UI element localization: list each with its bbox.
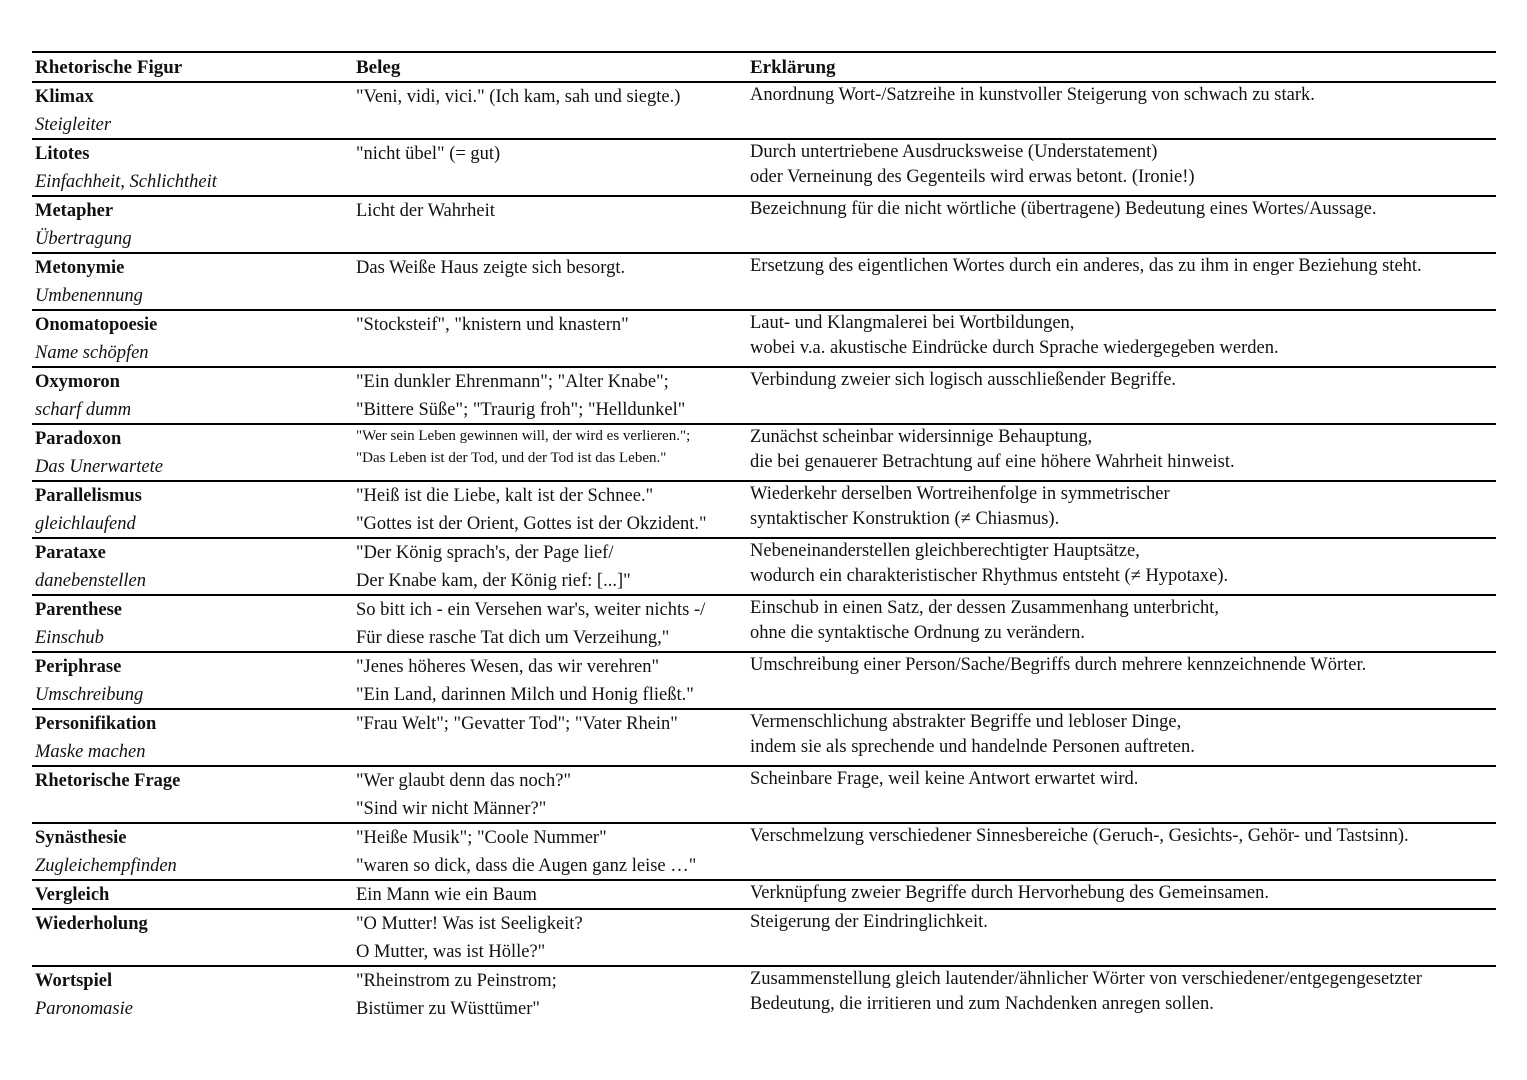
example-line: Für diese rasche Tat dich um Verzeihung," xyxy=(356,628,670,648)
example-cell xyxy=(352,425,746,480)
explanation-cell xyxy=(746,767,1496,822)
figure-term: Litotes xyxy=(35,144,90,164)
figure-translation: Umschreibung xyxy=(35,685,144,705)
explanation-cell xyxy=(746,368,1496,423)
explanation-line: Verbindung zweier sich logisch ausschließender Begriffe. xyxy=(750,370,1177,390)
figure-cell xyxy=(32,197,352,252)
table-row xyxy=(32,910,1496,967)
example-cell xyxy=(352,539,746,594)
table-row xyxy=(32,482,1496,539)
table-row xyxy=(32,368,1496,425)
header-figure: Rhetorische Figur xyxy=(35,57,183,78)
explanation-line: ohne die syntaktische Ordnung zu verändern. xyxy=(750,623,1085,643)
example-line: "Veni, vidi, vici." (Ich kam, sah und siegte.) xyxy=(356,87,681,107)
figure-term: Wiederholung xyxy=(35,914,148,934)
figure-term: Metonymie xyxy=(35,258,125,278)
explanation-cell xyxy=(746,311,1496,366)
table-row xyxy=(32,881,1496,910)
example-line: "Bittere Süße"; "Traurig froh"; "Helldunkel" xyxy=(356,400,686,420)
figure-term: Onomatopoesie xyxy=(35,315,158,335)
explanation-cell xyxy=(746,596,1496,651)
example-line: Der Knabe kam, der König rief: [...]" xyxy=(356,571,631,591)
example-line: "Wer glaubt denn das noch?" xyxy=(356,771,571,791)
explanation-line: syntaktischer Konstruktion (≠ Chiasmus). xyxy=(750,509,1060,529)
example-line: "Frau Welt"; "Gevatter Tod"; "Vater Rhein" xyxy=(356,714,678,734)
example-cell xyxy=(352,311,746,366)
example-cell xyxy=(352,482,746,537)
figure-term: Metapher xyxy=(35,201,114,221)
example-line: "waren so dick, dass die Augen ganz leise …" xyxy=(356,856,697,876)
figure-translation: danebenstellen xyxy=(35,571,146,591)
explanation-line: Steigerung der Eindringlichkeit. xyxy=(750,912,988,932)
table-row xyxy=(32,710,1496,767)
explanation-cell xyxy=(746,140,1496,195)
explanation-cell xyxy=(746,482,1496,537)
example-cell xyxy=(352,967,746,1024)
example-line: "Sind wir nicht Männer?" xyxy=(356,799,547,819)
figure-cell xyxy=(32,881,352,908)
example-line: O Mutter, was ist Hölle?" xyxy=(356,942,546,962)
figure-cell xyxy=(32,767,352,822)
explanation-line: Einschub in einen Satz, der dessen Zusammenhang unterbricht, xyxy=(750,598,1220,618)
figure-term: Parallelismus xyxy=(35,486,142,506)
explanation-line: wobei v.a. akustische Eindrücke durch Sprache wiedergegeben werden. xyxy=(750,338,1279,358)
table-header xyxy=(32,53,1496,83)
header-explanation: Erklärung xyxy=(750,57,836,78)
example-line: "O Mutter! Was ist Seeligkeit? xyxy=(356,914,583,934)
example-line: "Jenes höheres Wesen, das wir verehren" xyxy=(356,657,660,677)
explanation-cell xyxy=(746,425,1496,480)
figure-cell xyxy=(32,140,352,195)
explanation-line: die bei genauerer Betrachtung auf eine höhere Wahrheit hinweist. xyxy=(750,452,1235,472)
table-row xyxy=(32,254,1496,311)
figure-term: Wortspiel xyxy=(35,971,113,991)
figure-translation: Steigleiter xyxy=(35,115,112,135)
figure-cell xyxy=(32,83,352,138)
figure-term: Paradoxon xyxy=(35,429,122,449)
explanation-cell xyxy=(746,254,1496,309)
example-line: "Heiß ist die Liebe, kalt ist der Schnee." xyxy=(356,486,654,506)
figure-cell xyxy=(32,596,352,651)
table-row xyxy=(32,197,1496,254)
example-cell xyxy=(352,710,746,765)
explanation-cell xyxy=(746,824,1496,879)
figure-term: Personifikation xyxy=(35,714,157,734)
explanation-line: wodurch ein charakteristischer Rhythmus entsteht (≠ Hypotaxe). xyxy=(750,566,1229,586)
example-cell xyxy=(352,83,746,138)
figure-translation: Zugleichempfinden xyxy=(35,856,177,876)
figure-cell xyxy=(32,710,352,765)
explanation-cell xyxy=(746,83,1496,138)
example-line: Das Weiße Haus zeigte sich besorgt. xyxy=(356,258,626,278)
explanation-line: Zusammenstellung gleich lautender/ähnlicher Wörter von verschiedener/entgegengesetzter xyxy=(750,969,1423,989)
table-row xyxy=(32,425,1496,482)
explanation-line: Verschmelzung verschiedener Sinnesbereiche (Geruch-, Gesichts-, Gehör- und Tastsinn). xyxy=(750,826,1409,846)
example-line: "nicht übel" (= gut) xyxy=(356,144,501,164)
explanation-cell xyxy=(746,710,1496,765)
figure-translation: Das Unerwartete xyxy=(35,457,163,477)
explanation-line: Zunächst scheinbar widersinnige Behauptung, xyxy=(750,427,1093,447)
table-row xyxy=(32,824,1496,881)
figure-cell xyxy=(32,539,352,594)
figure-term: Rhetorische Frage xyxy=(35,771,181,791)
figure-cell xyxy=(32,653,352,708)
figure-term: Periphrase xyxy=(35,657,122,677)
explanation-cell xyxy=(746,197,1496,252)
explanation-line: oder Verneinung des Gegenteils wird erwas betont. (Ironie!) xyxy=(750,167,1195,187)
explanation-line: Umschreibung einer Person/Sache/Begriffs durch mehrere kennzeichnende Wörter. xyxy=(750,655,1367,675)
figure-translation: Einfachheit, Schlichtheit xyxy=(35,172,217,192)
table-row xyxy=(32,311,1496,368)
explanation-cell xyxy=(746,539,1496,594)
explanation-line: Wiederkehr derselben Wortreihenfolge in symmetrischer xyxy=(750,484,1170,504)
figure-cell xyxy=(32,967,352,1024)
explanation-line: indem sie als sprechende und handelnde Personen auftreten. xyxy=(750,737,1195,757)
example-line: "Ein dunkler Ehrenmann"; "Alter Knabe"; xyxy=(356,372,669,392)
table-row xyxy=(32,83,1496,140)
explanation-line: Durch untertriebene Ausdrucksweise (Understatement) xyxy=(750,142,1158,162)
example-cell xyxy=(352,140,746,195)
figure-cell xyxy=(32,824,352,879)
example-line: "Gottes ist der Orient, Gottes ist der Okzident." xyxy=(356,514,707,534)
figure-translation: Paronomasie xyxy=(35,999,133,1019)
example-cell xyxy=(352,653,746,708)
figure-cell xyxy=(32,368,352,423)
explanation-line: Laut- und Klangmalerei bei Wortbildungen, xyxy=(750,313,1075,333)
example-line: "Rheinstrom zu Peinstrom; xyxy=(356,971,557,991)
example-cell xyxy=(352,910,746,965)
example-cell xyxy=(352,596,746,651)
figure-cell xyxy=(32,425,352,480)
example-line: "Ein Land, darinnen Milch und Honig fließt." xyxy=(356,685,694,705)
explanation-line: Bezeichnung für die nicht wörtliche (übertragene) Bedeutung eines Wortes/Aussage. xyxy=(750,199,1377,219)
rhetoric-table xyxy=(32,51,1496,1024)
example-line: Ein Mann wie ein Baum xyxy=(356,885,537,905)
table-row xyxy=(32,539,1496,596)
example-cell xyxy=(352,881,746,908)
figure-term: Synästhesie xyxy=(35,828,127,848)
figure-translation: scharf dumm xyxy=(35,400,132,420)
explanation-line: Ersetzung des eigentlichen Wortes durch ein anderes, das zu ihm in enger Beziehung steht. xyxy=(750,256,1422,276)
example-cell xyxy=(352,368,746,423)
example-cell xyxy=(352,197,746,252)
figure-cell xyxy=(32,482,352,537)
figure-translation: Einschub xyxy=(35,628,104,648)
figure-term: Parataxe xyxy=(35,543,106,563)
example-line: "Das Leben ist der Tod, und der Tod ist das Leben." xyxy=(356,450,667,466)
explanation-cell xyxy=(746,881,1496,908)
example-cell xyxy=(352,767,746,822)
explanation-line: Scheinbare Frage, weil keine Antwort erwartet wird. xyxy=(750,769,1139,789)
table-row xyxy=(32,596,1496,653)
figure-term: Parenthese xyxy=(35,600,122,620)
figure-translation: Maske machen xyxy=(35,742,146,762)
figure-translation: Übertragung xyxy=(35,229,132,249)
example-line: "Stocksteif", "knistern und knastern" xyxy=(356,315,629,335)
explanation-line: Verknüpfung zweier Begriffe durch Hervorhebung des Gemeinsamen. xyxy=(750,883,1270,903)
figure-term: Klimax xyxy=(35,87,94,107)
figure-term: Vergleich xyxy=(35,885,110,905)
explanation-line: Vermenschlichung abstrakter Begriffe und lebloser Dinge, xyxy=(750,712,1182,732)
example-line: "Der König sprach's, der Page lief/ xyxy=(356,543,614,563)
example-line: So bitt ich - ein Versehen war's, weiter nichts -/ xyxy=(356,600,706,620)
table-row xyxy=(32,140,1496,197)
explanation-cell xyxy=(746,967,1496,1024)
figure-cell xyxy=(32,910,352,965)
explanation-line: Bedeutung, die irritieren und zum Nachdenken anregen sollen. xyxy=(750,994,1214,1014)
example-line: Bistümer zu Wüsttümer" xyxy=(356,999,540,1019)
figure-term: Oxymoron xyxy=(35,372,120,392)
example-line: Licht der Wahrheit xyxy=(356,201,495,221)
figure-cell xyxy=(32,254,352,309)
header-example: Beleg xyxy=(356,57,401,78)
example-line: "Wer sein Leben gewinnen will, der wird es verlieren."; xyxy=(356,428,691,444)
figure-translation: gleichlaufend xyxy=(35,514,136,534)
figure-cell xyxy=(32,311,352,366)
figure-translation: Name schöpfen xyxy=(35,343,149,363)
figure-translation: Umbenennung xyxy=(35,286,143,306)
explanation-cell xyxy=(746,910,1496,965)
table-row xyxy=(32,967,1496,1024)
table-row xyxy=(32,653,1496,710)
table-row xyxy=(32,767,1496,824)
table-body xyxy=(32,83,1496,1024)
explanation-line: Anordnung Wort-/Satzreihe in kunstvoller Steigerung von schwach zu stark. xyxy=(750,85,1315,105)
example-cell xyxy=(352,824,746,879)
example-line: "Heiße Musik"; "Coole Nummer" xyxy=(356,828,607,848)
explanation-cell xyxy=(746,653,1496,708)
example-cell xyxy=(352,254,746,309)
explanation-line: Nebeneinanderstellen gleichberechtigter Hauptsätze, xyxy=(750,541,1140,561)
